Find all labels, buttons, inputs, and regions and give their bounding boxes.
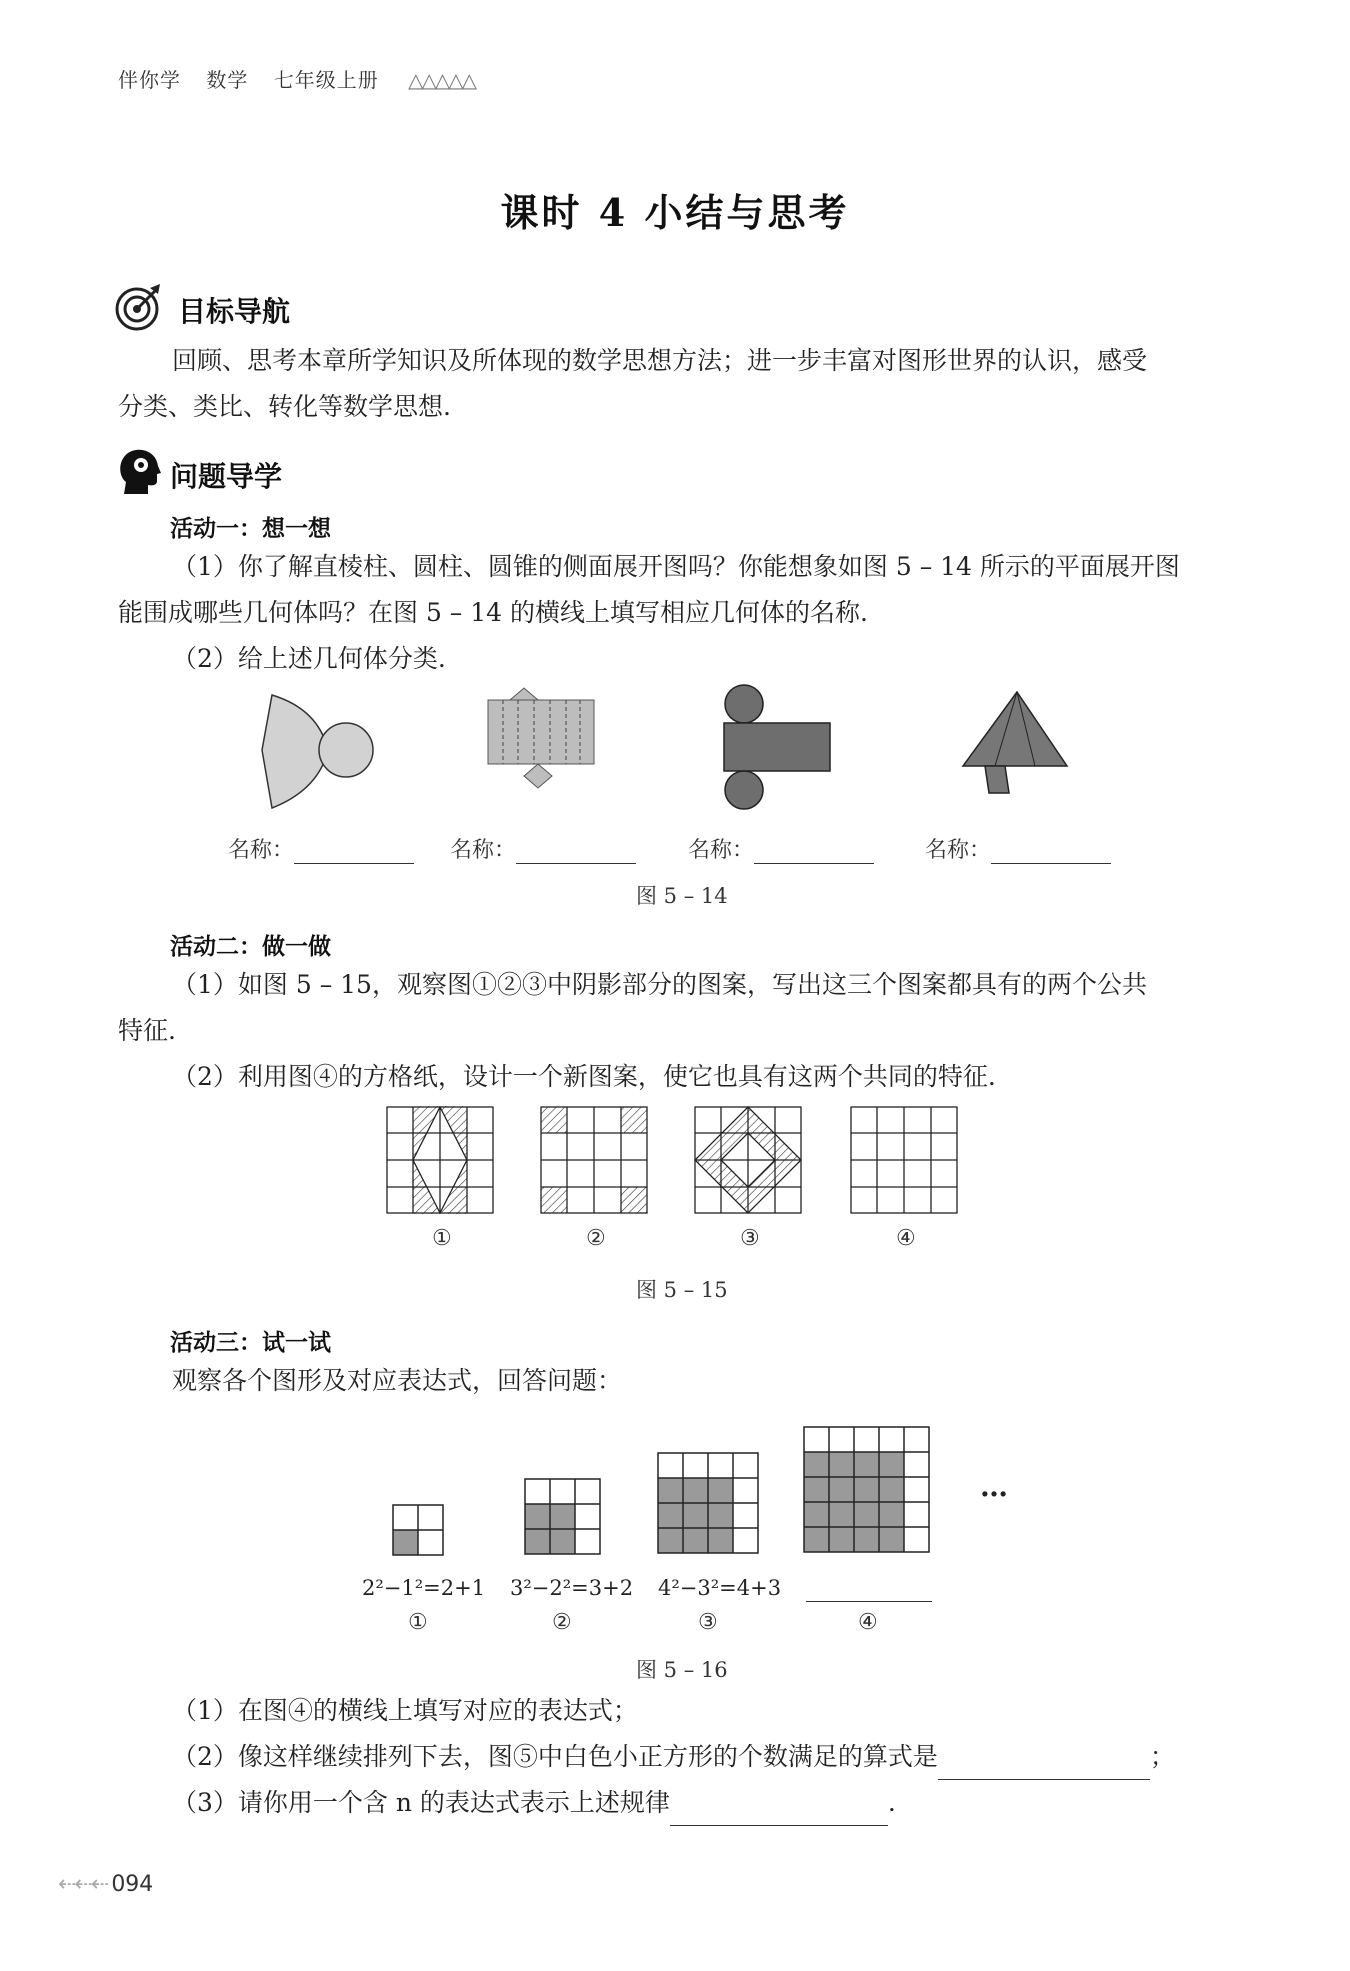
figure-label-1: ① <box>432 1226 452 1251</box>
goal-line-2: 分类、类比、转化等数学思想. <box>118 392 451 421</box>
subject-name: 数学 <box>206 68 249 92</box>
figure-label-2: ② <box>586 1226 606 1251</box>
activity1-q2: （2）给上述几何体分类. <box>172 644 446 673</box>
figure-5-14-caption: 图 5 – 14 <box>636 884 728 908</box>
head-gear-icon <box>114 446 164 496</box>
square-grid-4 <box>803 1426 934 1557</box>
goal-heading: 目标导航 <box>178 295 291 328</box>
activity2-q1-line1: （1）如图 5 – 15，观察图①②③中阴影部分的图案，写出这三个图案都具有的两个公共 <box>172 970 1147 999</box>
grid-figure-3 <box>694 1106 804 1216</box>
square-grid-1 <box>392 1504 446 1558</box>
activity1-title: 活动一：想一想 <box>170 516 331 542</box>
activity3-q2 <box>172 1734 1175 1780</box>
activity3-q2-end: ； <box>1149 1742 1175 1771</box>
grade-name: 七年级上册 <box>273 68 379 92</box>
activity3-q3 <box>172 1780 896 1826</box>
name-blank-3 <box>688 833 874 864</box>
page-title: 课时 4 小结与思考 <box>500 190 850 235</box>
activity3-q1: （1）在图④的横线上填写对应的表达式； <box>172 1696 638 1725</box>
activity3-q3-text: （3）请你用一个含 n 的表达式表示上述规律 <box>172 1788 670 1817</box>
pyramid-net-figure <box>955 680 1075 824</box>
activity2-title: 活动二：做一做 <box>170 934 331 960</box>
square-label-1: ① <box>408 1610 428 1635</box>
answer-blank[interactable] <box>294 837 414 864</box>
expression-3: 4²−3²=4+3 <box>658 1576 782 1600</box>
expression-1: 2²−1²=2+1 <box>362 1576 486 1600</box>
name-label: 名称： <box>688 838 755 863</box>
square-grid-3 <box>657 1452 763 1558</box>
page-number: 094 <box>111 1872 154 1897</box>
continuation-ellipsis: … <box>980 1470 1008 1503</box>
name-label: 名称： <box>450 838 517 863</box>
grid-figure-2 <box>540 1106 650 1216</box>
cone-net-figure <box>250 680 385 824</box>
expression-2: 3²−2²=3+2 <box>510 1576 634 1600</box>
page-footer <box>58 1872 153 1897</box>
figure-5-16-caption: 图 5 – 16 <box>636 1658 728 1682</box>
activity2-q1-line2: 特征. <box>118 1016 176 1045</box>
activity3-q2-text: （2）像这样继续排列下去，图⑤中白色小正方形的个数满足的算式是 <box>172 1742 938 1771</box>
answer-blank[interactable] <box>754 837 874 864</box>
figure-label-4: ④ <box>896 1226 916 1251</box>
answer-blank[interactable] <box>516 837 636 864</box>
answer-blank[interactable] <box>991 837 1111 864</box>
header-decoration: △△△△△ <box>408 68 475 92</box>
answer-blank[interactable] <box>670 1799 888 1826</box>
square-label-2: ② <box>552 1610 572 1635</box>
name-label: 名称： <box>228 838 295 863</box>
name-blank-2 <box>450 833 636 864</box>
answer-blank[interactable] <box>938 1753 1150 1780</box>
square-label-4: ④ <box>858 1610 878 1635</box>
goal-line-1: 回顾、思考本章所学知识及所体现的数学思想方法；进一步丰富对图形世界的认识，感受 <box>172 346 1148 375</box>
name-blank-4 <box>925 833 1111 864</box>
book-name: 伴你学 <box>118 68 181 92</box>
figure-label-3: ③ <box>740 1226 760 1251</box>
target-icon <box>114 282 164 332</box>
arrow-icon: ⇠⇠⇠ <box>58 1872 108 1897</box>
activity3-title: 活动三：试一试 <box>170 1330 331 1356</box>
cylinder-net-figure <box>718 680 838 824</box>
grid-figure-4-blank[interactable] <box>850 1106 960 1216</box>
square-label-3: ③ <box>698 1610 718 1635</box>
activity2-q2: （2）利用图④的方格纸，设计一个新图案，使它也具有这两个共同的特征. <box>172 1062 996 1091</box>
activity3-intro: 观察各个图形及对应表达式，回答问题： <box>172 1366 623 1395</box>
problem-heading: 问题导学 <box>170 460 283 493</box>
name-label: 名称： <box>925 838 992 863</box>
square-grid-2 <box>524 1478 604 1558</box>
activity1-q1-line2: 能围成哪些几何体吗？在图 5 – 14 的横线上填写相应几何体的名称. <box>118 598 868 627</box>
prism-net-figure <box>482 680 602 824</box>
activity3-q3-end: . <box>887 1788 896 1817</box>
figure-5-15-caption: 图 5 – 15 <box>636 1278 728 1302</box>
grid-figure-1 <box>386 1106 496 1216</box>
activity1-q1-line1: （1）你了解直棱柱、圆柱、圆锥的侧面展开图吗？你能想象如图 5 – 14 所示的平面展开图 <box>172 552 1180 581</box>
running-header <box>118 64 493 93</box>
name-blank-1 <box>228 833 414 864</box>
expression-4-blank[interactable] <box>806 1575 932 1602</box>
